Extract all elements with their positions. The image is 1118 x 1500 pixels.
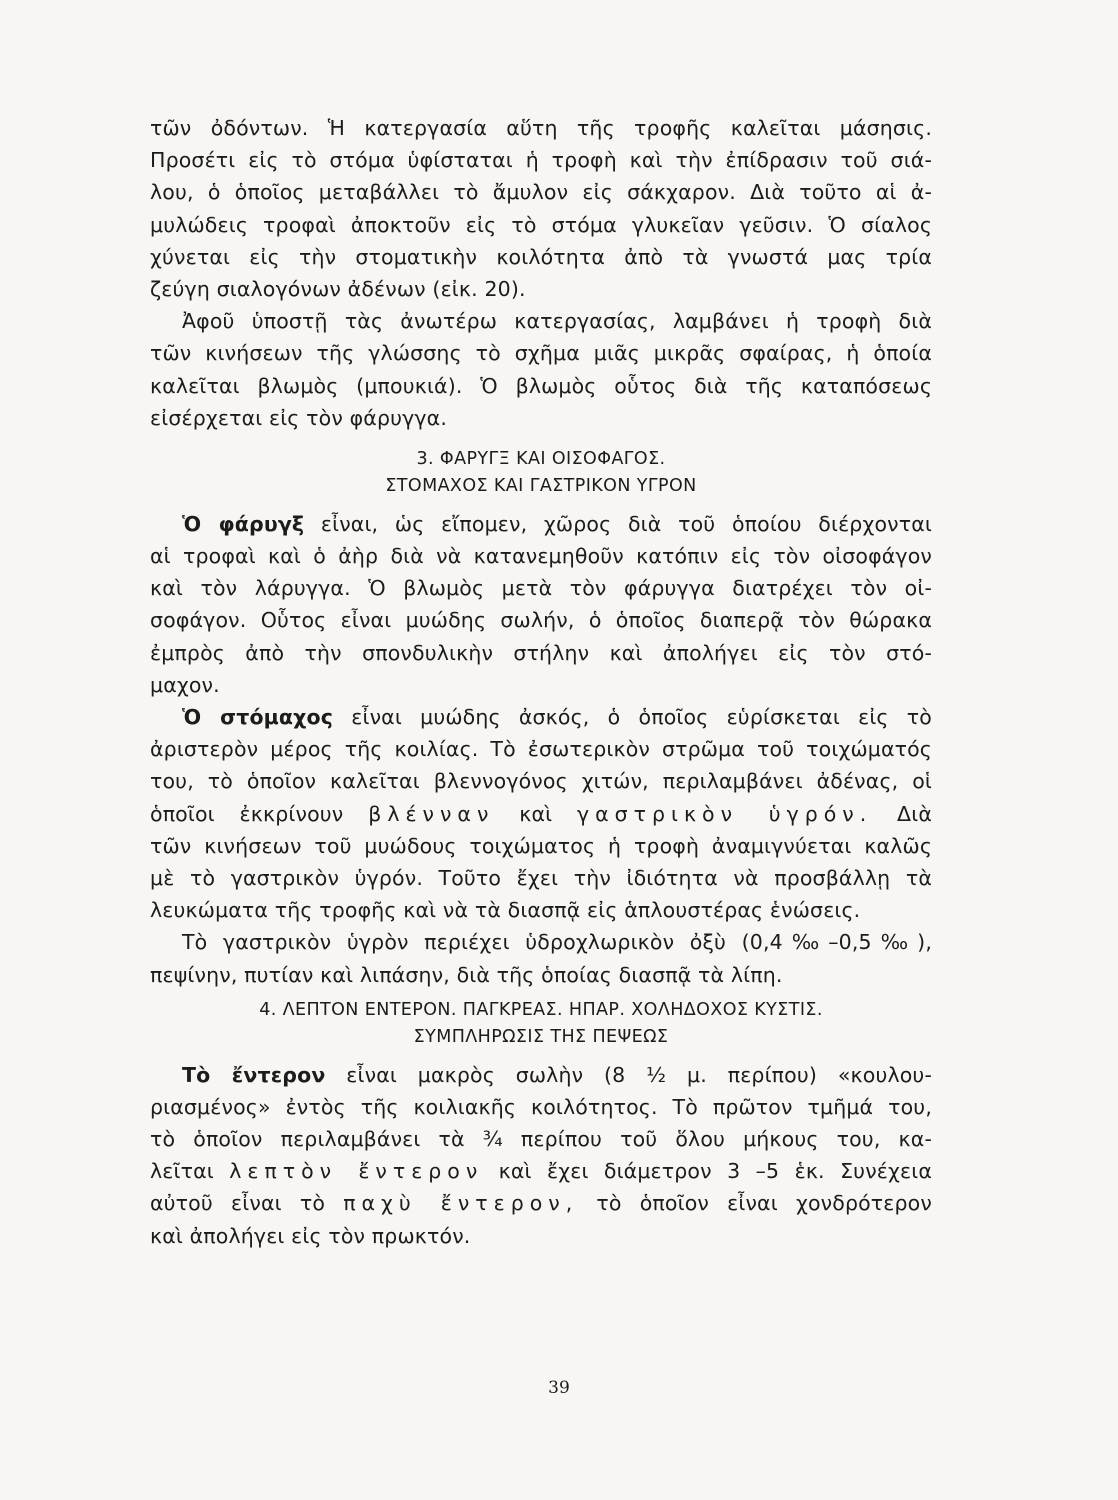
term-stomach: Ὁ στόμαχος (182, 705, 334, 729)
text-line: μαχον. (150, 672, 220, 697)
section-heading-3-line1: 3. ΦΑΡΥΓΞ ΚΑΙ ΟΙΣΟΦΑΓΟΣ. (416, 448, 666, 469)
text-line: καὶ ἀπολήγει εἰς τὸν πρωκτόν. (150, 1223, 471, 1248)
text-line: χύνεται εἰς τὴν στοματικὴν κοιλότητα ἀπὸ τὰ γνωστά μας τρία (150, 244, 932, 269)
text-line: τῶν κινήσεων τῆς γλώσσης τὸ σχῆμα μιᾶς μικρᾶς σφαίρας, ἡ ὁποία (150, 341, 932, 366)
spaced-term-gastric-juice: γαστρικὸν ὑγρόν. (577, 801, 873, 826)
text-line: του, τὸ ὁποῖον καλεῖται βλεννογόνος χιτών, περιλαμβάνει ἀδένας, οἱ (150, 769, 932, 794)
text-run: εἶναι μακρὸς σωλὴν (8 ½ μ. περίπου) «κουλου- (325, 1062, 932, 1087)
text-line: αἱ τροφαὶ καὶ ὁ ἀὴρ διὰ νὰ κατανεμηθοῦν κατόπιν εἰς τὸν οἰσοφάγον (150, 544, 932, 569)
page-number: 39 (548, 1378, 570, 1398)
text-line: καλεῖται βλωμὸς (μπουκιά). Ὁ βλωμὸς οὗτος διὰ τῆς καταπόσεως (150, 373, 932, 398)
text-run: αὐτοῦ εἶναι τὸ (150, 1191, 344, 1216)
text-line: πεψίνην, πυτίαν καὶ λιπάσην, διὰ τῆς ὁποίας διασπᾷ τὰ λίπη. (150, 962, 783, 987)
text-line: τῶν κινήσεων τοῦ μυώδους τοιχώματος ἡ τροφὴ ἀναμιγνύεται καλῶς (150, 833, 932, 858)
spaced-term-small-intestine: λεπτὸν ἔντερον (229, 1159, 484, 1184)
text-line (150, 1059, 932, 1091)
paragraph-gastric-juice (150, 926, 932, 990)
text-line: μυλώδεις τροφαὶ ἀποκτοῦν εἰς τὸ στόμα γλυκεῖαν γεῦσιν. Ὁ σίαλος (150, 212, 932, 237)
text-run: Διὰ (872, 801, 932, 826)
text-run: εἶναι, ὡς εἴπομεν, χῶρος διὰ τοῦ ὁποίου διέρχονται (304, 511, 932, 536)
page-body (150, 112, 932, 1252)
paragraph-intestine (150, 1059, 932, 1252)
text-line: ριασμένος» ἐντὸς τῆς κοιλιακῆς κοιλότητος. Τὸ πρῶτον τμῆμά του, (150, 1094, 932, 1119)
text-line (150, 1187, 932, 1219)
text-line: Ἀφοῦ ὑποστῇ τὰς ἀνωτέρω κατεργασίας, λαμβάνει ἡ τροφὴ διὰ (182, 309, 932, 334)
text-run: καὶ (494, 801, 578, 826)
text-run: τὸ ὁποῖον εἶναι χονδρότερον (578, 1191, 932, 1216)
text-run: ὁποῖοι ἐκκρίνουν (150, 801, 369, 826)
text-line (150, 701, 932, 733)
paragraph-saliva (150, 112, 932, 305)
text-line: εἰσέρχεται εἰς τὸν φάρυγγα. (150, 405, 448, 430)
text-line: καὶ τὸν λάρυγγα. Ὁ βλωμὸς μετὰ τὸν φάρυγγα διατρέχει τὸν οἰ- (150, 576, 932, 601)
text-line: λευκώματα τῆς τροφῆς καὶ νὰ τὰ διασπᾷ εἰς ἁπλουστέρας ἑνώσεις. (150, 898, 861, 923)
text-line: σοφάγον. Οὗτος εἶναι μυώδης σωλήν, ὁ ὁποῖος διαπερᾷ τὸν θώρακα (150, 608, 932, 633)
text-line: Προσέτι εἰς τὸ στόμα ὑφίσταται ἡ τροφὴ καὶ τὴν ἐπίδρασιν τοῦ σιά- (150, 148, 932, 173)
text-line: ἐμπρὸς ἀπὸ τὴν σπονδυλικὴν στήλην καὶ ἀπολήγει εἰς τὸν στό- (150, 640, 932, 665)
text-line: τὸ ὁποῖον περιλαμβάνει τὰ ¾ περίπου τοῦ ὅλου μήκους του, κα- (150, 1127, 932, 1152)
text-run: εἶναι μυώδης ἀσκός, ὁ ὁποῖος εὑρίσκεται εἰς τὸ (333, 705, 932, 729)
section-heading-4-line2: ΣΥΜΠΛΗΡΩΣΙΣ ΤΗΣ ΠΕΨΕΩΣ (413, 1026, 669, 1047)
text-line: ζεύγη σιαλογόνων ἀδένων (εἰκ. 20). (150, 276, 526, 301)
section-heading-4-line1: 4. ΛΕΠΤΟΝ ΕΝΤΕΡΟΝ. ΠΑΓΚΡΕΑΣ. ΗΠΑΡ. ΧΟΛΗΔΟΧΟΣ ΚΥΣΤΙΣ. (259, 999, 823, 1020)
term-intestine: Τὸ ἔντερον (182, 1062, 326, 1087)
text-line (150, 508, 932, 540)
spaced-term-mucus: βλένναν (368, 801, 495, 826)
spaced-term-large-intestine: παχὺ ἔντερον, (343, 1191, 579, 1216)
text-line: ἀριστερὸν μέρος τῆς κοιλίας. Τὸ ἐσωτερικὸν στρῶμα τοῦ τοιχώματός (150, 737, 932, 762)
paragraph-bolus (150, 305, 932, 434)
text-line (150, 1155, 932, 1187)
text-run: λεῖται (150, 1159, 230, 1184)
text-line: τῶν ὀδόντων. Ἡ κατεργασία αὕτη τῆς τροφῆς καλεῖται μάσησις. (150, 116, 932, 140)
text-line: Τὸ γαστρικὸν ὑγρὸν περιέχει ὑδροχλωρικὸν ὀξὺ (0,4‰–0,5‰), (182, 930, 932, 955)
text-line: λου, ὁ ὁποῖος μεταβάλλει τὸ ἄμυλον εἰς σάκχαρον. Διὰ τοῦτο αἱ ἀ- (150, 180, 932, 205)
paragraph-stomach (150, 701, 932, 926)
paragraph-pharynx (150, 508, 932, 701)
section-heading-3-line2: ΣΤΟΜΑΧΟΣ ΚΑΙ ΓΑΣΤΡΙΚΟΝ ΥΓΡΟΝ (385, 475, 697, 496)
term-pharynx: Ὁ φάρυγξ (182, 511, 305, 536)
text-line (150, 798, 932, 830)
text-line: μὲ τὸ γαστρικὸν ὑγρόν. Τοῦτο ἔχει τὴν ἰδιότητα νὰ προσβάλλῃ τὰ (150, 865, 932, 890)
text-run: καὶ ἔχει διάμετρον 3 –5 ἑκ. Συνέχεια (483, 1159, 933, 1184)
